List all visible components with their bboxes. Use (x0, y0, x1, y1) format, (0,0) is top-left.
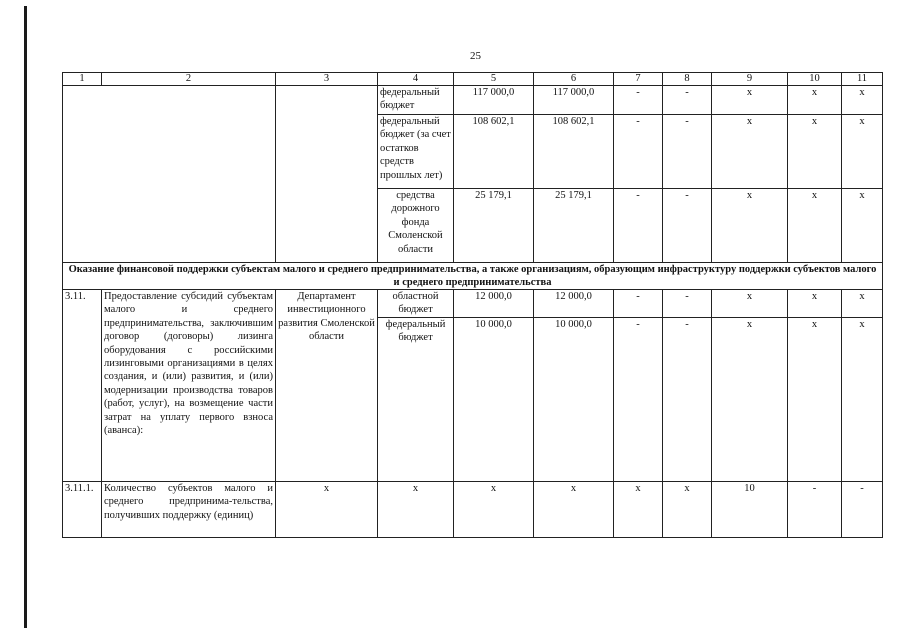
amount-cell: 10 000,0 (454, 318, 534, 482)
funding-source: средства дорожного фонда Смоленской области (378, 189, 454, 263)
value-cell: - (663, 189, 712, 263)
executor: Департамент инвестиционного развития Смоленской области (276, 290, 378, 482)
value-cell: x (712, 290, 788, 318)
value-cell: - (663, 290, 712, 318)
column-number-row (63, 73, 883, 86)
value-cell: 10 (712, 482, 788, 538)
amount-cell: 117 000,0 (454, 86, 534, 115)
value-cell: - (663, 318, 712, 482)
value-cell: x (842, 290, 883, 318)
value-cell: x (842, 318, 883, 482)
column-number: 8 (663, 73, 712, 86)
funding-source: федеральный бюджет (за счет остатков средств прошлых лет) (378, 115, 454, 189)
value-cell: x (454, 482, 534, 538)
column-number: 6 (534, 73, 614, 86)
amount-cell: 12 000,0 (454, 290, 534, 318)
page-number: 25 (470, 50, 481, 62)
amount-cell: 108 602,1 (454, 115, 534, 189)
value-cell: x (842, 86, 883, 115)
value-cell: - (842, 482, 883, 538)
column-number: 7 (614, 73, 663, 86)
budget-table (62, 72, 883, 538)
column-number: 9 (712, 73, 788, 86)
funding-source: федеральный бюджет (378, 86, 454, 115)
value-cell: x (712, 189, 788, 263)
value-cell: x (712, 86, 788, 115)
value-cell: x (378, 482, 454, 538)
amount-cell: 25 179,1 (454, 189, 534, 263)
value-cell: x (788, 290, 842, 318)
value-cell: x (663, 482, 712, 538)
value-cell: x (788, 189, 842, 263)
table-row (63, 482, 883, 538)
amount-cell: 108 602,1 (534, 115, 614, 189)
item-number: 3.11.1. (63, 482, 102, 538)
value-cell: - (614, 115, 663, 189)
value-cell: x (712, 318, 788, 482)
funding-source: федеральный бюджет (378, 318, 454, 482)
section-title: Оказание финансовой поддержки субъектам малого и среднего предпринимательства, а также организациям, образующим инфраструктуру поддержки субъектов малого и среднего предпринимательства (63, 263, 883, 290)
value-cell: x (712, 115, 788, 189)
column-number: 11 (842, 73, 883, 86)
table-row (63, 290, 883, 318)
section-row (63, 263, 883, 290)
column-number: 3 (276, 73, 378, 86)
column-number: 1 (63, 73, 102, 86)
value-cell: - (663, 115, 712, 189)
value-cell: - (788, 482, 842, 538)
value-cell: x (842, 189, 883, 263)
value-cell: x (788, 318, 842, 482)
amount-cell: 25 179,1 (534, 189, 614, 263)
value-cell: - (614, 189, 663, 263)
amount-cell: 117 000,0 (534, 86, 614, 115)
column-number: 2 (102, 73, 276, 86)
column-number: 10 (788, 73, 842, 86)
item-description: Предоставление субсидий субъектам малого и среднего предпринимательства, заключившим договор (договоры) лизинга оборудования с российскими лизинговыми организациями в целях создания, и (или) развития, и (или) модернизации производства товаров (работ, услуг), на возмещение части затрат на уплату первого взноса (аванса): (102, 290, 276, 482)
column-number: 5 (454, 73, 534, 86)
empty-cell (63, 86, 276, 263)
value-cell: x (614, 482, 663, 538)
value-cell: - (663, 86, 712, 115)
value-cell: x (534, 482, 614, 538)
binding-line (24, 6, 27, 628)
value-cell: - (614, 318, 663, 482)
value-cell: x (842, 115, 883, 189)
column-number: 4 (378, 73, 454, 86)
value-cell: - (614, 290, 663, 318)
value-cell: x (788, 86, 842, 115)
funding-source: областной бюджет (378, 290, 454, 318)
empty-cell (276, 86, 378, 263)
value-cell: x (276, 482, 378, 538)
amount-cell: 10 000,0 (534, 318, 614, 482)
table-row (63, 86, 883, 115)
value-cell: x (788, 115, 842, 189)
item-number: 3.11. (63, 290, 102, 482)
value-cell: - (614, 86, 663, 115)
item-description: Количество субъектов малого и среднего предпринима-тельства, получивших поддержку (единиц) (102, 482, 276, 538)
amount-cell: 12 000,0 (534, 290, 614, 318)
